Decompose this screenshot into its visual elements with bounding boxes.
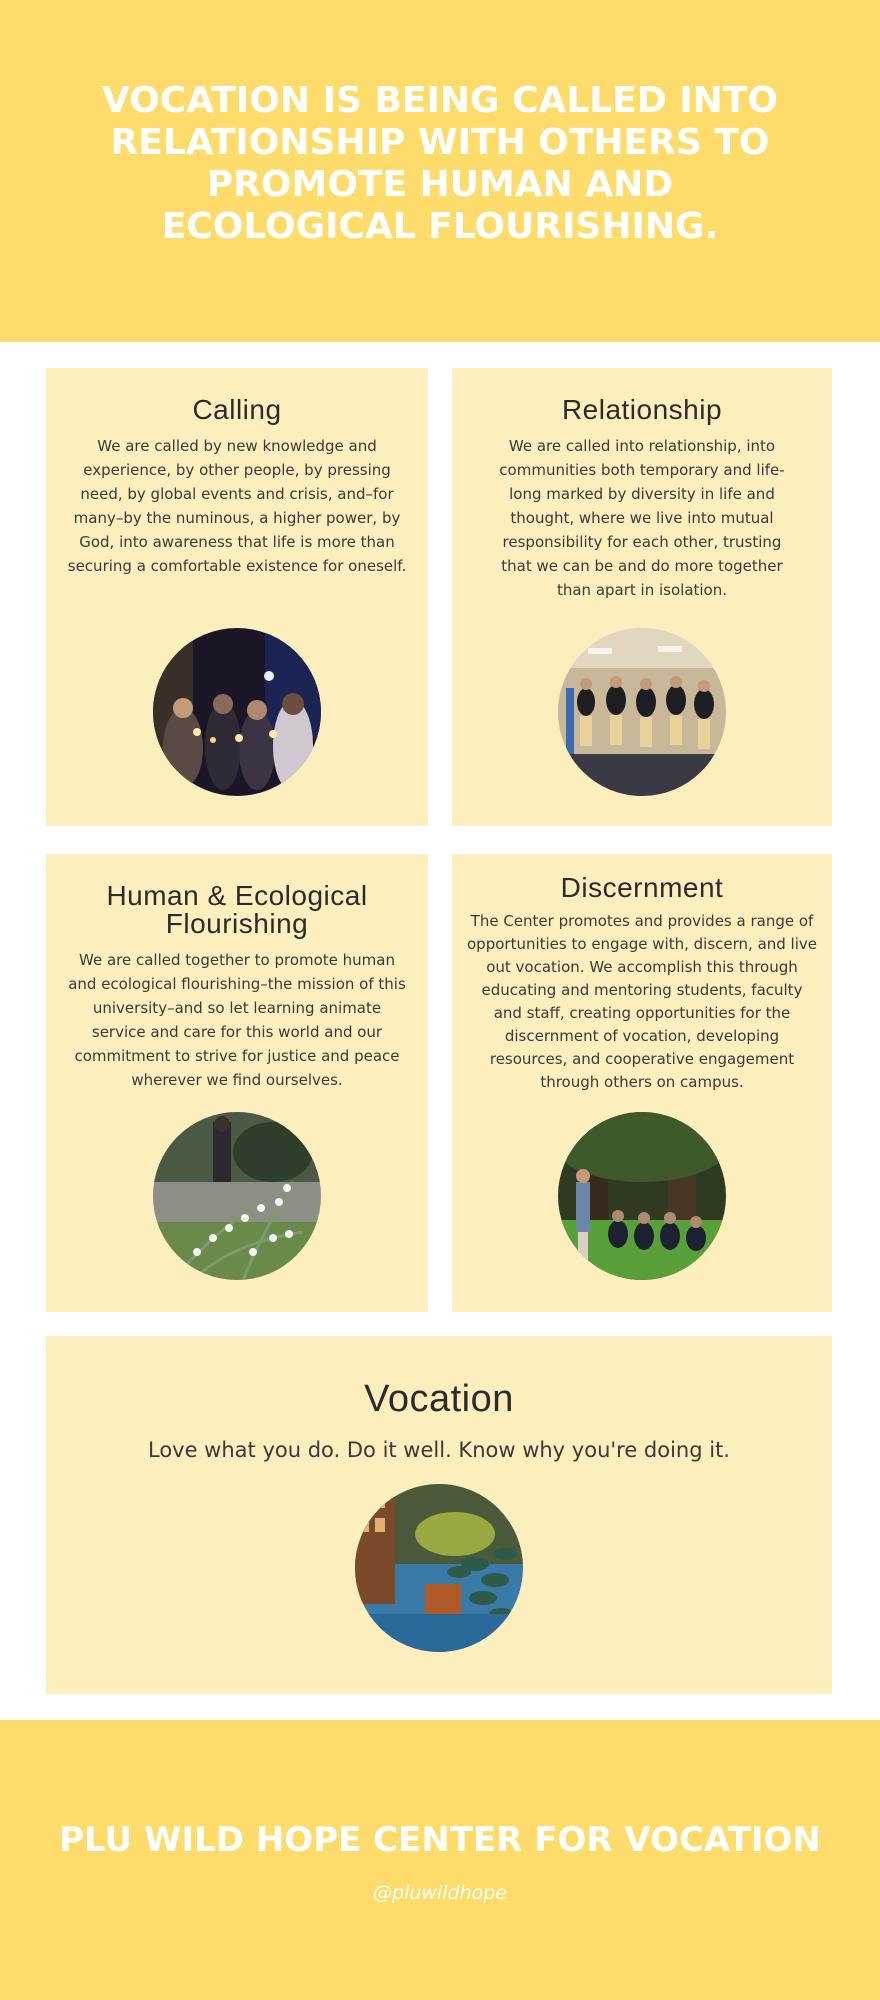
card-body: We are called by new knowledge and experience, by other people, by pressing need, by global events and crisis, and–for many–by the numinous, a higher power, by God, into awareness that life is more than securing a comfortable existence for oneself. [67,437,407,575]
card-title: Vocation [364,1378,514,1420]
card-tagline: Love what you do. Do it well. Know why you're doing it. [147,1438,730,1462]
footer-title: PLU WILD HOPE CENTER FOR VOCATION [59,1820,821,1860]
card-body: We are called together to promote human and ecological flourishing–the mission of this university–and so let learning animate service and care for this world and our commitment to strive for justice and peace wherever we find ourselves. [68,951,406,1089]
card-discernment [452,854,832,1312]
card-title: Human & Ecological Flourishing [106,880,368,939]
card-body: We are called into relationship, into communities both temporary and life-long marked by diversity in life and thought, where we live into mutual responsibility for each other, trusting that we can be and do more together than apart in isolation. [499,437,785,599]
students-on-lawn-photo [558,1112,726,1280]
card-title: Calling [192,394,282,425]
pond-reflection-photo [355,1484,523,1652]
card-vocation [46,1336,832,1694]
card-calling [46,368,428,826]
card-title: Relationship [561,394,723,425]
card-body: The Center promotes and provides a range of opportunities to engage with, discern, and live out vocation. We accomplish this through educating and mentoring students, faculty and staff, creating opportunities for the discernment of vocation, developing resources, and cooperative engagement through others on campus. [467,912,817,1091]
social-handle: @pluwildhope [373,1882,507,1904]
flowering-plant-photo [153,1112,321,1280]
card-flourishing [46,854,428,1312]
candlelight-vigil-photo [153,628,321,796]
hero-banner [0,0,880,342]
card-relationship [452,368,832,826]
dance-performance-photo [558,628,726,796]
hero-headline: VOCATION IS BEING CALLED INTO RELATIONSHIP WITH OTHERS TO PROMOTE HUMAN AND ECOLOGICAL FLOURISHING. [102,80,778,247]
card-title: Discernment [560,872,724,903]
footer-banner [0,1720,880,2000]
